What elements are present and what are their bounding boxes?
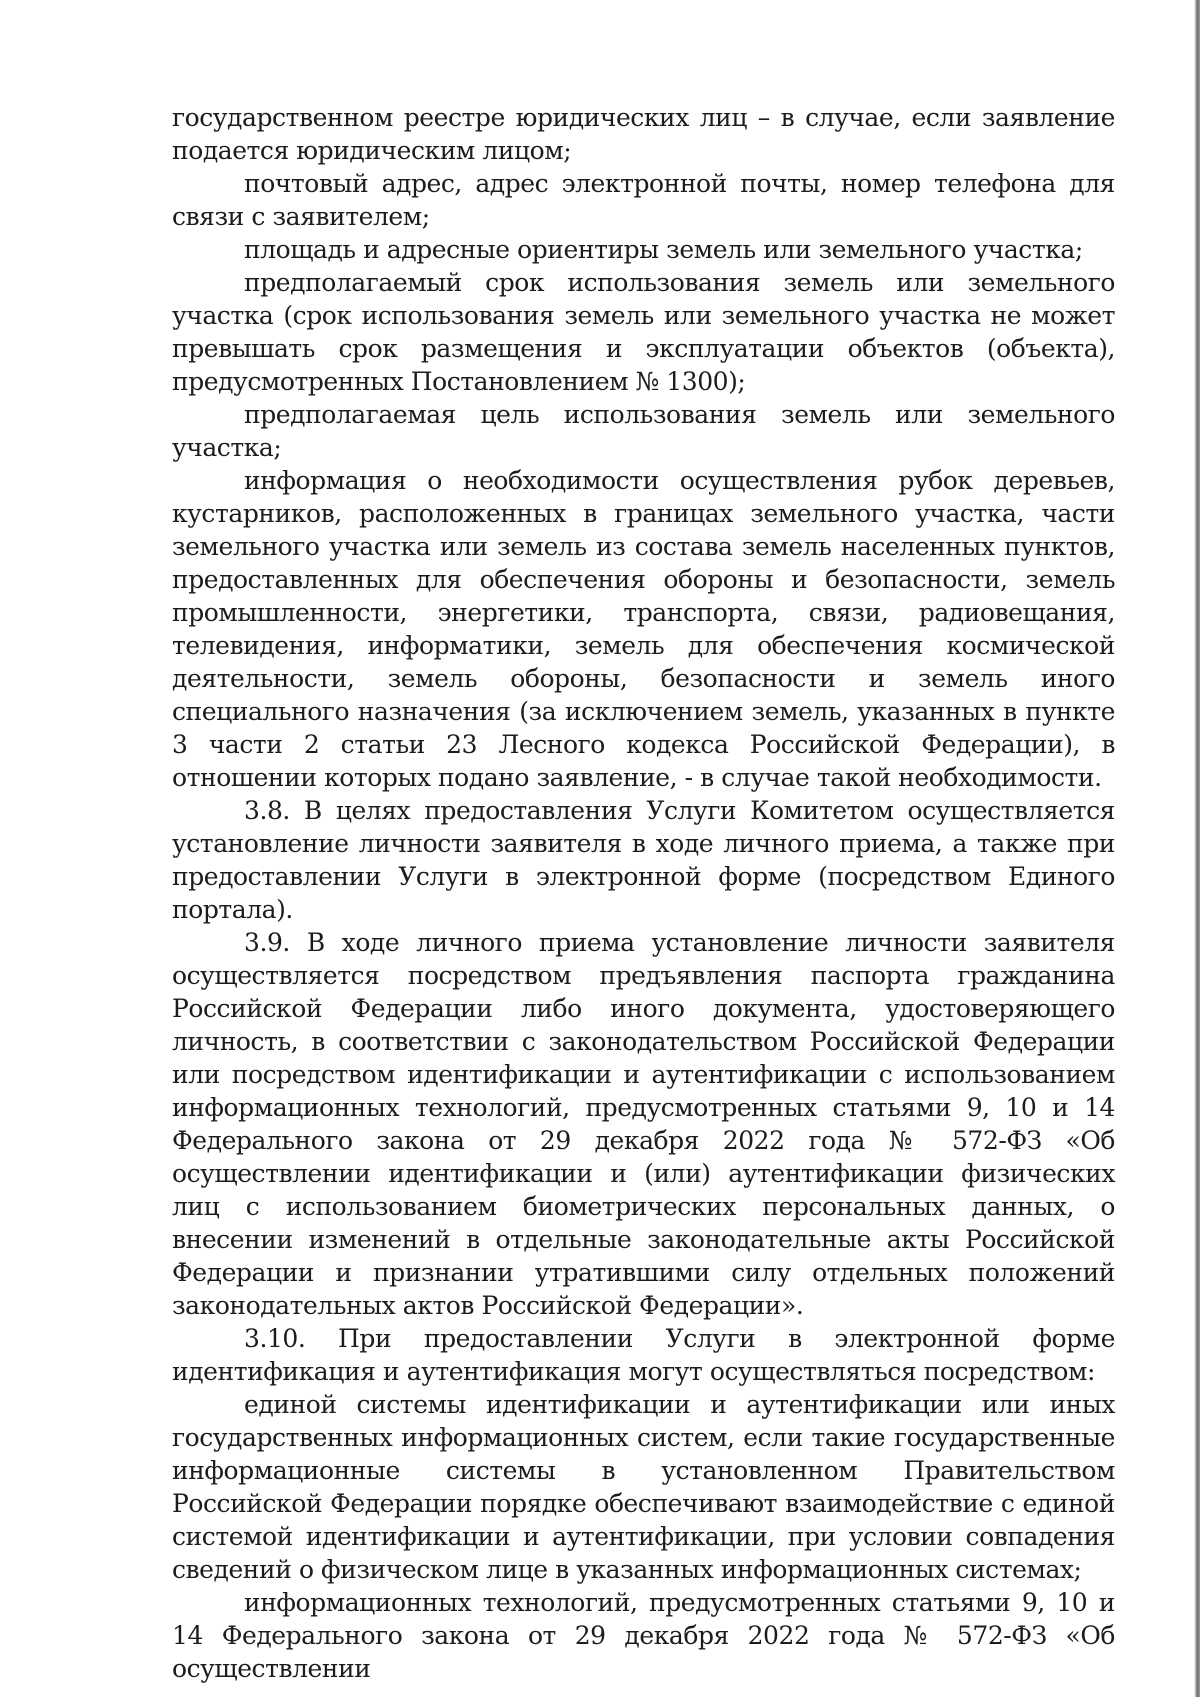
paragraph-3-8: 3.8. В целях предоставления Услуги Комитетом осуществляется установление личности заявителя в ходе личного приема, а также при предоставлении Услуги в электронной форме (посредством Единого портала).	[172, 796, 1115, 924]
paragraph-unified-identification-system: единой системы идентификации и аутентификации или иных государственных информационных систем, если такие государственные информационные системы в установленном Правительством Российской Федерации порядке обеспечивают взаимодействие с единой системой идентификации и аутентификации, при условии совпадения сведений о физическом лице в указанных информационных системах;	[172, 1390, 1115, 1584]
paragraph-usage-term: предполагаемый срок использования земель или земельного участка (срок использования земель или земельного участка не может превышать срок размещения и эксплуатации объектов (объекта), предусмотренных Постановлением № 1300);	[172, 268, 1115, 396]
paragraph-land-area: площадь и адресные ориентиры земель или земельного участка;	[244, 235, 1083, 264]
paragraph-tree-felling: информация о необходимости осуществления рубок деревьев, кустарников, расположенных в границах земельного участка, части земельного участка или земель из состава земель населенных пунктов, предоставленных для обеспечения обороны и безопасности, земель промышленности, энергетики, транспорта, связи, радиовещания, телевидения, информатики, земель для обеспечения космической деятельности, земель обороны, безопасности и земель иного специального назначения (за исключением земель, указанных в пункте 3 части 2 статьи 23 Лесного кодекса Российской Федерации), в отношении которых подано заявление, - в случае такой необходимости.	[172, 466, 1115, 792]
paragraph-3-10: 3.10. При предоставлении Услуги в электронной форме идентификация и аутентификация могут осуществляться посредством:	[172, 1324, 1115, 1386]
paragraph-information-technologies: информационных технологий, предусмотренных статьями 9, 10 и 14 Федерального закона от 29 декабря 2022 года № 572-ФЗ «Об осуществлении	[172, 1588, 1115, 1683]
document-body	[172, 101, 1115, 1685]
page-edge-shadow	[1194, 0, 1200, 1697]
paragraph-contact-details: почтовый адрес, адрес электронной почты, номер телефона для связи с заявителем;	[172, 169, 1115, 231]
paragraph-usage-purpose: предполагаемая цель использования земель или земельного участка;	[172, 400, 1115, 462]
paragraph-continuation-legal-entity: государственном реестре юридических лиц – в случае, если заявление подается юридическим лицом;	[172, 103, 1115, 165]
paragraph-3-9: 3.9. В ходе личного приема установление личности заявителя осуществляется посредством предъявления паспорта гражданина Российской Федерации либо иного документа, удостоверяющего личность, в соответствии с законодательством Российской Федерации или посредством идентификации и аутентификации с использованием информационных технологий, предусмотренных статьями 9, 10 и 14 Федерального закона от 29 декабря 2022 года № 572-ФЗ «Об осуществлении идентификации и (или) аутентификации физических лиц с использованием биометрических персональных данных, о внесении изменений в отдельные законодательные акты Российской Федерации и признании утратившими силу отдельных положений законодательных актов Российской Федерации».	[172, 928, 1115, 1320]
